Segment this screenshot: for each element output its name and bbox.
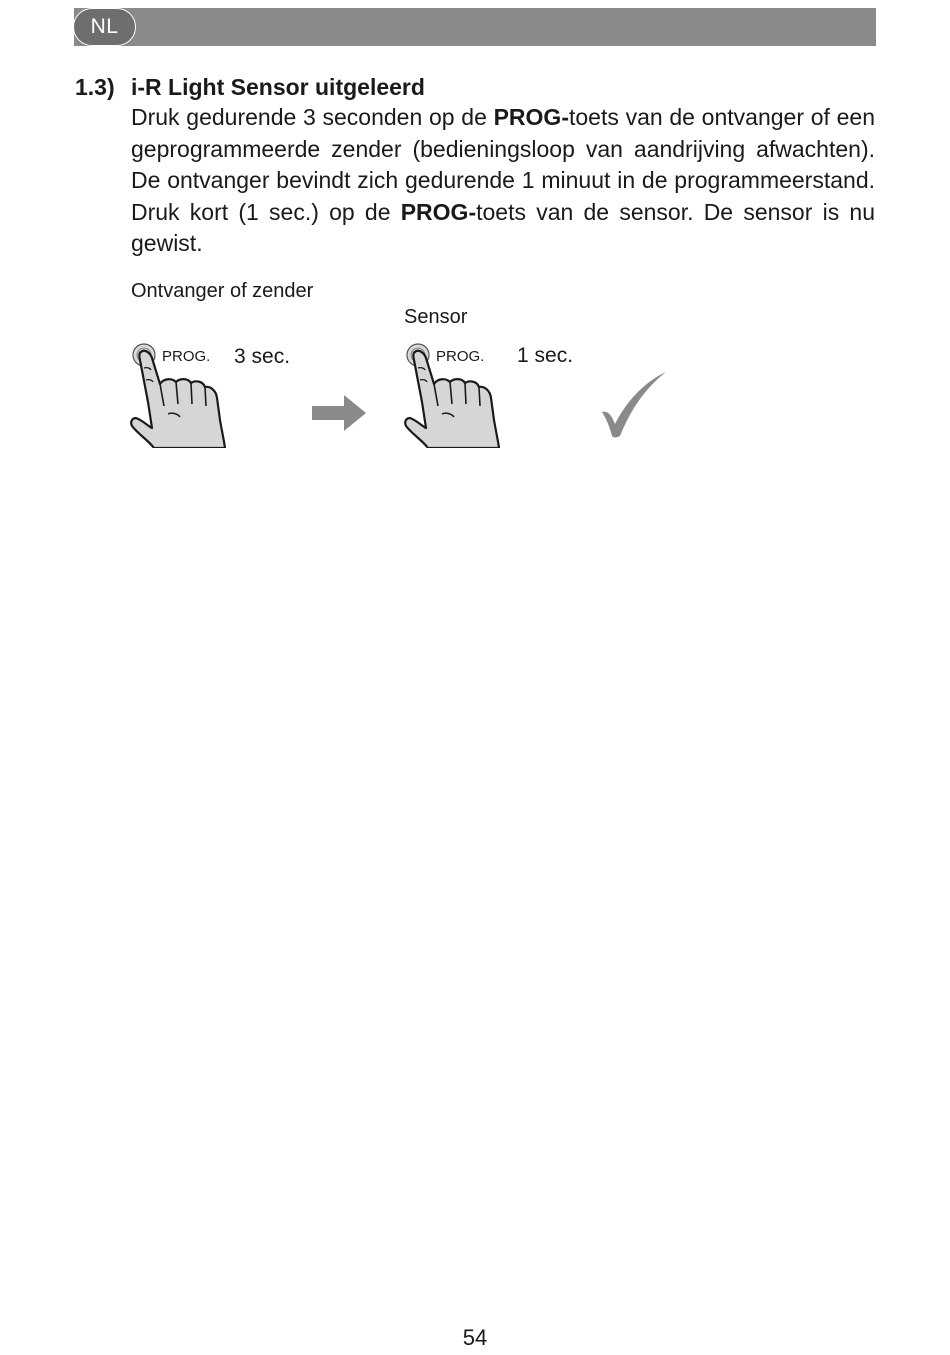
body-text: Druk gedurende 3 seconden op de [131,104,494,130]
page-number: 54 [462,1325,488,1350]
prog-button-label: PROG. [162,348,211,365]
section-title: i-R Light Sensor uitgeleerd [131,74,425,100]
checkmark-icon [598,368,670,440]
hand-press-icon [128,340,228,448]
step1-label: Ontvanger of zender [131,280,314,302]
step1-duration: 3 sec. [234,345,291,368]
hand-press-icon [402,340,502,448]
step2-duration: 1 sec. [517,344,574,367]
arrow-right-icon [310,393,368,433]
header-bar [74,8,876,46]
section-number: 1.3) [75,74,115,100]
body-bold-prog: PROG- [400,198,477,225]
step2-label: Sensor [404,306,468,328]
body-bold-prog: PROG- [493,104,569,130]
body-text: toets van de sensor. De sensor is nu gewist. [131,198,875,256]
body-text: toets van de ontvanger of een geprogrammeerde zender (bedieningsloop van aandrijving afwachten). De ontvanger bevindt zich gedurende 1 minuut in de programmeerstand. Druk kort (1 sec.) op de [131,104,875,225]
section-body [131,102,875,260]
prog-button-label: PROG. [436,348,485,365]
language-badge: NL [73,8,136,46]
